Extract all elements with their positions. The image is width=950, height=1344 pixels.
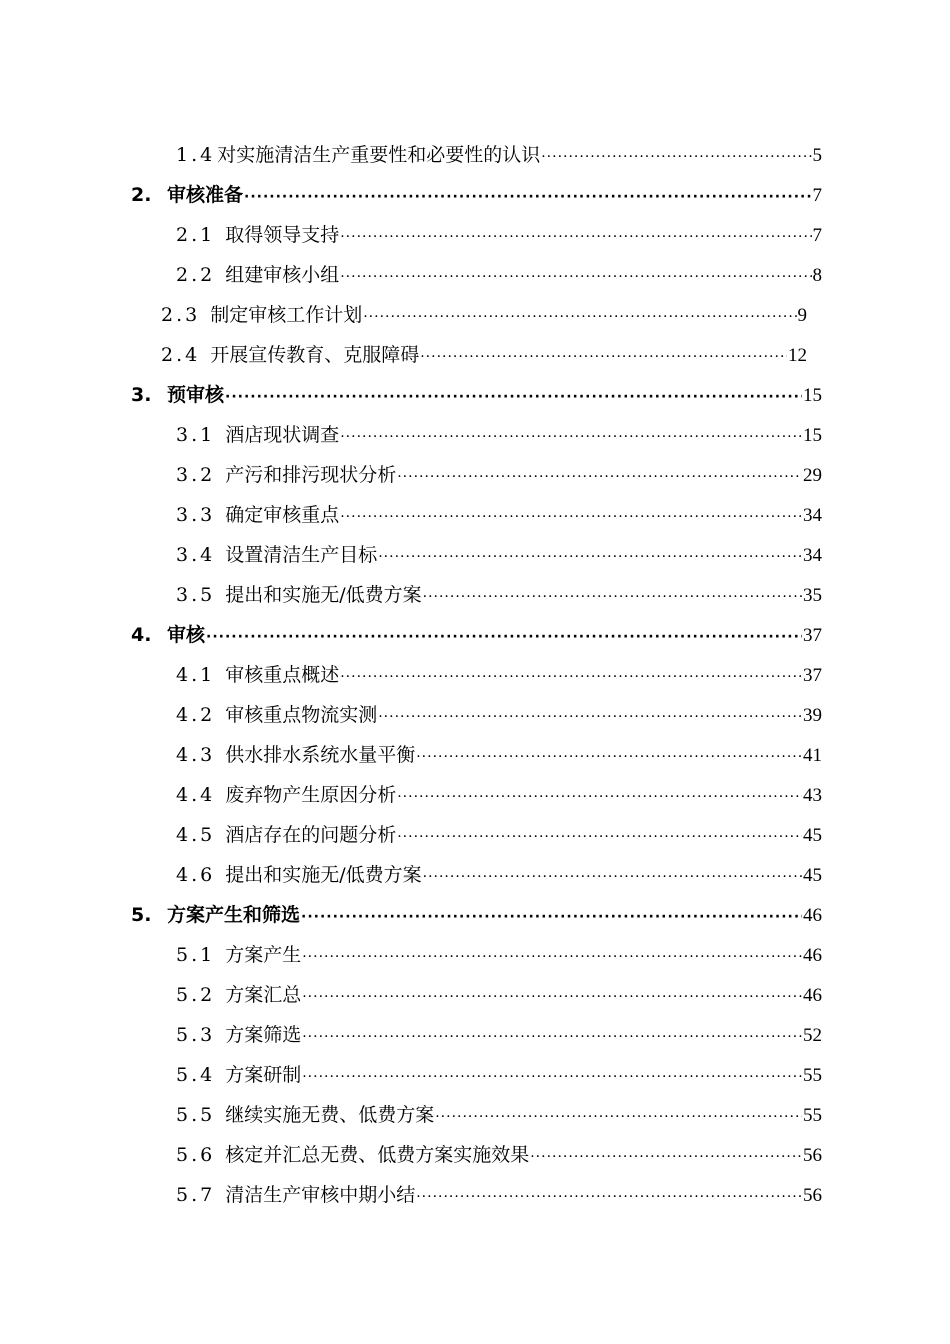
entry-number: 4. xyxy=(131,624,152,646)
entry-title: 组建审核小组 xyxy=(225,264,340,286)
entry-page: 55 xyxy=(803,1065,822,1086)
entry-page: 8 xyxy=(812,265,822,286)
entry-page: 7 xyxy=(812,225,822,246)
entry-title: 方案产生和筛选 xyxy=(167,904,301,926)
dot-leader xyxy=(206,623,802,649)
toc-entry-5-2[interactable] xyxy=(176,981,822,1009)
entry-title: 审核重点概述 xyxy=(225,664,340,686)
dot-leader xyxy=(423,863,802,889)
toc-section-5[interactable] xyxy=(131,901,822,929)
dot-leader xyxy=(423,583,802,609)
entry-page: 46 xyxy=(803,985,822,1006)
toc-entry-5-1[interactable] xyxy=(176,941,822,969)
toc-entry-2-2[interactable] xyxy=(176,261,822,289)
entry-title: 继续实施无费、低费方案 xyxy=(225,1104,435,1126)
dot-leader xyxy=(435,1103,802,1129)
entry-page: 46 xyxy=(803,945,822,966)
toc-entry-4-2[interactable] xyxy=(176,701,822,729)
dot-leader xyxy=(340,503,802,529)
entry-page: 37 xyxy=(803,665,822,686)
entry-title: 审核重点物流实测 xyxy=(225,704,378,726)
toc-section-2[interactable] xyxy=(131,181,822,209)
dot-leader xyxy=(397,463,802,489)
entry-number: 2.4 xyxy=(161,344,201,366)
entry-number: 2.2 xyxy=(176,264,216,286)
entry-number: 5.3 xyxy=(176,1024,216,1046)
entry-page: 15 xyxy=(803,385,822,406)
entry-title: 提出和实施无/低费方案 xyxy=(225,584,422,606)
toc-entry-1-4[interactable] xyxy=(176,141,822,169)
toc-entry-5-6[interactable] xyxy=(176,1141,822,1169)
toc-entry-5-4[interactable] xyxy=(176,1061,822,1089)
entry-number: 5.4 xyxy=(176,1064,216,1086)
entry-title: 取得领导支持 xyxy=(225,224,340,246)
entry-title: 审核准备 xyxy=(167,184,244,206)
entry-number: 4.5 xyxy=(176,824,216,846)
toc-entry-3-3[interactable] xyxy=(176,501,822,529)
entry-number: 3.5 xyxy=(176,584,216,606)
dot-leader xyxy=(378,543,802,569)
entry-page: 9 xyxy=(797,305,807,326)
entry-title: 清洁生产审核中期小结 xyxy=(225,1184,416,1206)
entry-title: 对实施清洁生产重要性和必要性的认识 xyxy=(217,144,541,166)
entry-title: 方案研制 xyxy=(225,1064,302,1086)
toc-entry-3-2[interactable] xyxy=(176,461,822,489)
entry-number: 5. xyxy=(131,904,152,926)
toc-entry-5-7[interactable] xyxy=(176,1181,822,1209)
toc-entry-4-4[interactable] xyxy=(176,781,822,809)
entry-title: 产污和排污现状分析 xyxy=(225,464,397,486)
entry-number: 2.1 xyxy=(176,224,216,246)
toc-entry-4-1[interactable] xyxy=(176,661,822,689)
dot-leader xyxy=(302,1023,802,1049)
entry-page: 52 xyxy=(803,1025,822,1046)
dot-leader xyxy=(302,983,802,1009)
dot-leader xyxy=(340,263,811,289)
toc-section-4[interactable] xyxy=(131,621,822,649)
entry-title: 方案筛选 xyxy=(225,1024,302,1046)
toc-entry-4-6[interactable] xyxy=(176,861,822,889)
dot-leader xyxy=(530,1143,802,1169)
toc-entry-4-5[interactable] xyxy=(176,821,822,849)
entry-page: 34 xyxy=(803,505,822,526)
dot-leader xyxy=(397,783,802,809)
dot-leader xyxy=(244,183,811,209)
dot-leader xyxy=(397,823,802,849)
entry-title: 设置清洁生产目标 xyxy=(225,544,378,566)
dot-leader xyxy=(340,223,811,249)
entry-page: 55 xyxy=(803,1105,822,1126)
entry-number: 3. xyxy=(131,384,152,406)
entry-number: 1.4 xyxy=(176,144,216,166)
entry-number: 5.1 xyxy=(176,944,216,966)
entry-number: 5.5 xyxy=(176,1104,216,1126)
entry-page: 45 xyxy=(803,865,822,886)
entry-number: 3.3 xyxy=(176,504,216,526)
entry-title: 酒店现状调查 xyxy=(225,424,340,446)
entry-page: 56 xyxy=(803,1145,822,1166)
dot-leader xyxy=(340,663,802,689)
toc-entry-2-3[interactable] xyxy=(161,301,807,329)
entry-page: 45 xyxy=(803,825,822,846)
entry-page: 37 xyxy=(803,625,822,646)
entry-title: 制定审核工作计划 xyxy=(210,304,363,326)
toc-entry-3-1[interactable] xyxy=(176,421,822,449)
entry-number: 3.1 xyxy=(176,424,216,446)
entry-number: 5.7 xyxy=(176,1184,216,1206)
entry-page: 39 xyxy=(803,705,822,726)
entry-title: 酒店存在的问题分析 xyxy=(225,824,397,846)
entry-page: 15 xyxy=(803,425,822,446)
entry-number: 2.3 xyxy=(161,304,201,326)
dot-leader xyxy=(225,383,802,409)
entry-title: 废弃物产生原因分析 xyxy=(225,784,397,806)
entry-page: 43 xyxy=(803,785,822,806)
entry-title: 提出和实施无/低费方案 xyxy=(225,864,422,886)
entry-number: 4.2 xyxy=(176,704,216,726)
entry-number: 4.4 xyxy=(176,784,216,806)
dot-leader xyxy=(302,943,802,969)
entry-number: 3.4 xyxy=(176,544,216,566)
entry-page: 41 xyxy=(803,745,822,766)
entry-page: 5 xyxy=(812,145,822,166)
dot-leader xyxy=(420,343,787,369)
dot-leader xyxy=(340,423,802,449)
entry-page: 35 xyxy=(803,585,822,606)
entry-title: 方案产生 xyxy=(225,944,302,966)
entry-title: 确定审核重点 xyxy=(225,504,340,526)
entry-page: 46 xyxy=(803,905,822,926)
toc-entry-2-4[interactable] xyxy=(161,341,807,369)
entry-number: 4.6 xyxy=(176,864,216,886)
entry-page: 56 xyxy=(803,1185,822,1206)
entry-number: 5.6 xyxy=(176,1144,216,1166)
entry-title: 供水排水系统水量平衡 xyxy=(225,744,416,766)
entry-number: 2. xyxy=(131,184,152,206)
entry-number: 5.2 xyxy=(176,984,216,1006)
entry-page: 29 xyxy=(803,465,822,486)
toc-entry-3-5[interactable] xyxy=(176,581,822,609)
dot-leader xyxy=(416,1183,802,1209)
entry-title: 预审核 xyxy=(167,384,225,406)
entry-number: 3.2 xyxy=(176,464,216,486)
entry-number: 4.3 xyxy=(176,744,216,766)
toc-entry-5-3[interactable] xyxy=(176,1021,822,1049)
dot-leader xyxy=(378,703,802,729)
entry-title: 方案汇总 xyxy=(225,984,302,1006)
entry-title: 审核 xyxy=(167,624,206,646)
toc-entry-5-5[interactable] xyxy=(176,1101,822,1129)
dot-leader xyxy=(416,743,802,769)
entry-number: 4.1 xyxy=(176,664,216,686)
toc-entry-4-3[interactable] xyxy=(176,741,822,769)
entry-page: 12 xyxy=(788,345,807,366)
entry-title: 开展宣传教育、克服障碍 xyxy=(210,344,420,366)
toc-entry-3-4[interactable] xyxy=(176,541,822,569)
dot-leader xyxy=(541,143,811,169)
dot-leader xyxy=(301,903,802,929)
entry-title: 核定并汇总无费、低费方案实施效果 xyxy=(225,1144,530,1166)
dot-leader xyxy=(302,1063,802,1089)
entry-page: 34 xyxy=(803,545,822,566)
dot-leader xyxy=(363,303,796,329)
entry-page: 7 xyxy=(812,185,822,206)
toc-section-3[interactable] xyxy=(131,381,822,409)
toc-entry-2-1[interactable] xyxy=(176,221,822,249)
